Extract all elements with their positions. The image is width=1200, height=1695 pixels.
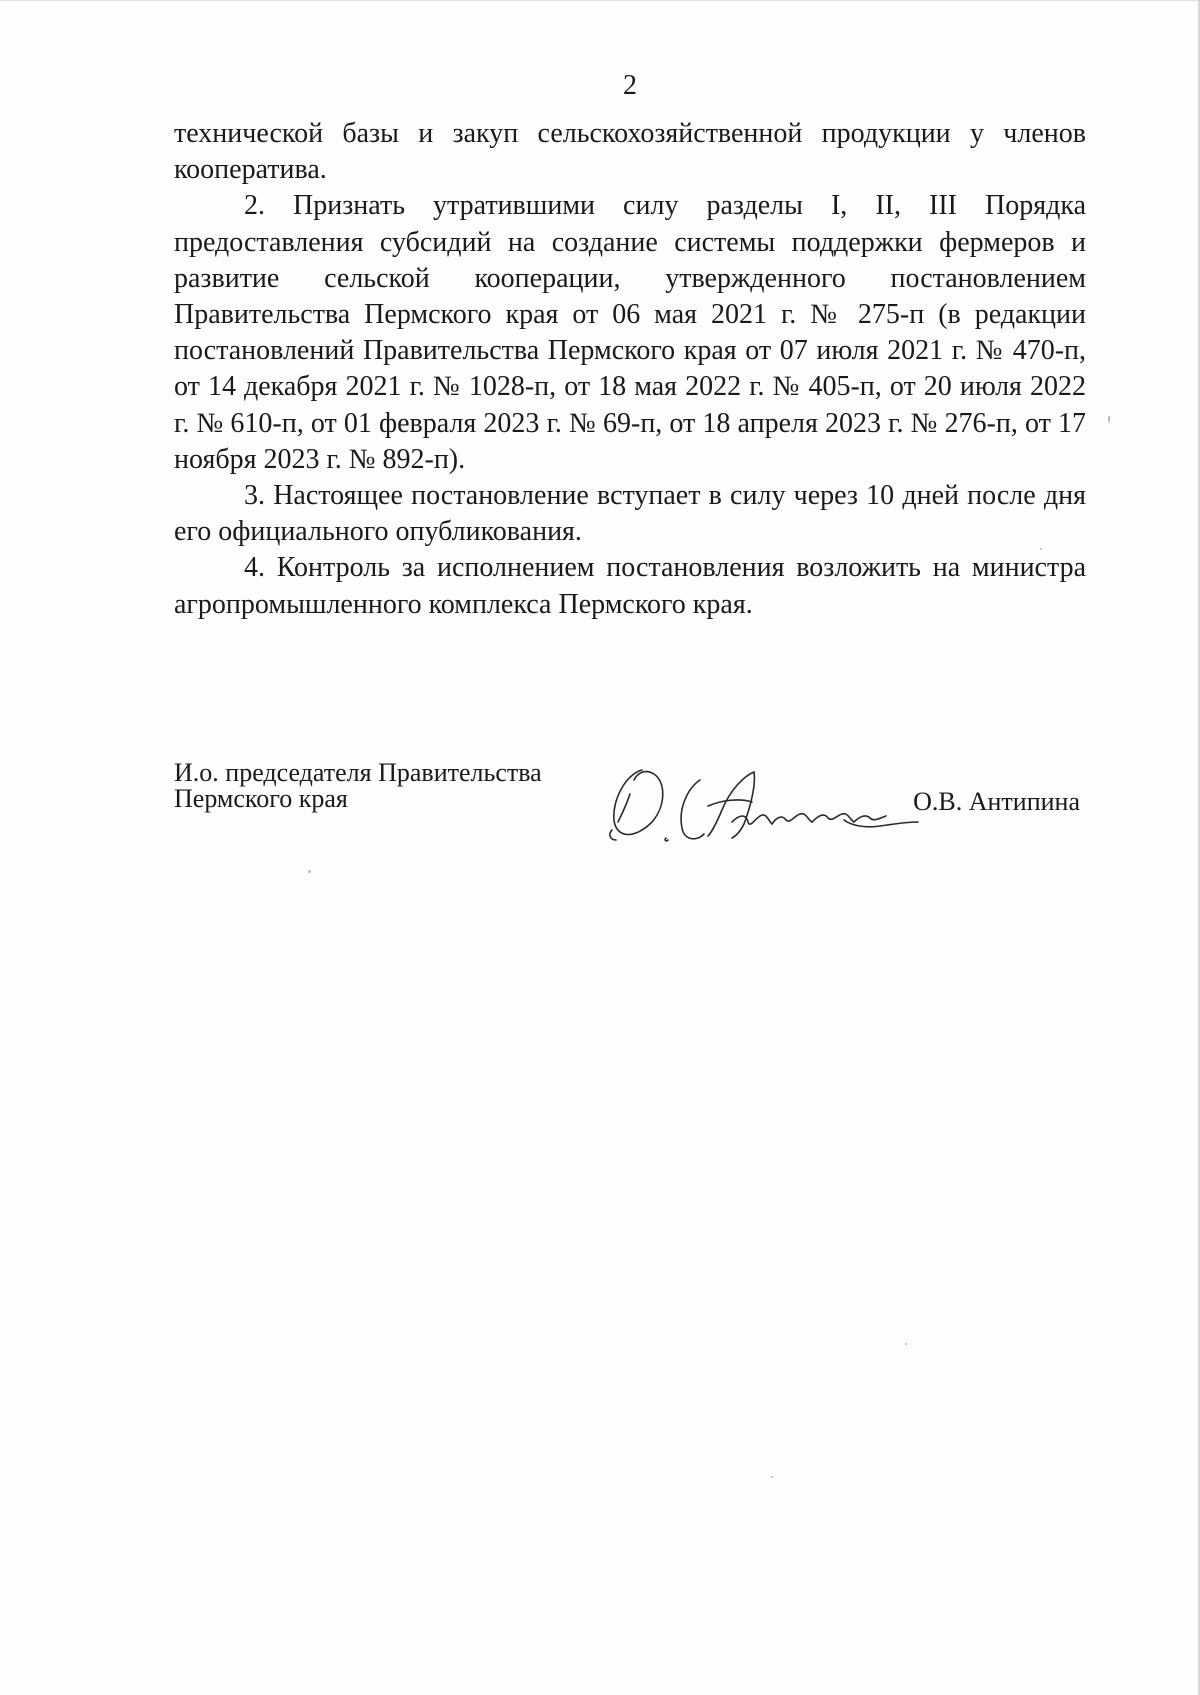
paragraph-item-4: 4. Контроль за исполнением постановления возложить на министра агропромышленного комплекса Пермского края. [174, 552, 1086, 620]
signatory-name: О.В. Антипина [913, 787, 1080, 816]
scan-edge-top [0, 0, 1200, 1]
paragraph-continuation: технической базы и закуп сельскохозяйственной продукции у членов кооператива. [174, 118, 1086, 186]
document-body [174, 116, 1086, 623]
signatory-title [174, 760, 542, 812]
paragraph-item-2: 2. Признать утратившими силу разделы I, II, III Порядка предоставления субсидий на создание системы поддержки фермеров и развитие сельской кооперации, утвержденного постановлением Правительства Пермского края от 06 мая 2021 г. № 275-п (в редакции постановлений Правительства Пермского края от 07 июля 2021 г. № 470-п, от 14 декабря 2021 г. № 1028-п, от 18 мая 2022 г. № 405-п, от 20 июля 2022 г. № 610-п, от 01 февраля 2023 г. № 69-п, от 18 апреля 2023 г. № 276-п, от 17 ноября 2023 г. № 892-п). [174, 190, 1086, 475]
paragraph-item-3: 3. Настоящее постановление вступает в силу через 10 дней после дня его официального опубликования. [174, 480, 1086, 548]
scan-speck [771, 1476, 773, 1478]
handwritten-signature [604, 760, 924, 850]
scan-speck [1040, 548, 1042, 550]
signatory-title-line-1: И.о. председателя Правительства [174, 758, 542, 787]
signature-block [174, 760, 1086, 870]
scan-speck [308, 870, 311, 873]
signatory-title-line-2: Пермского края [174, 784, 348, 813]
scan-speck [1108, 416, 1110, 422]
page-number: 2 [623, 70, 637, 101]
scan-speck [905, 1343, 907, 1345]
